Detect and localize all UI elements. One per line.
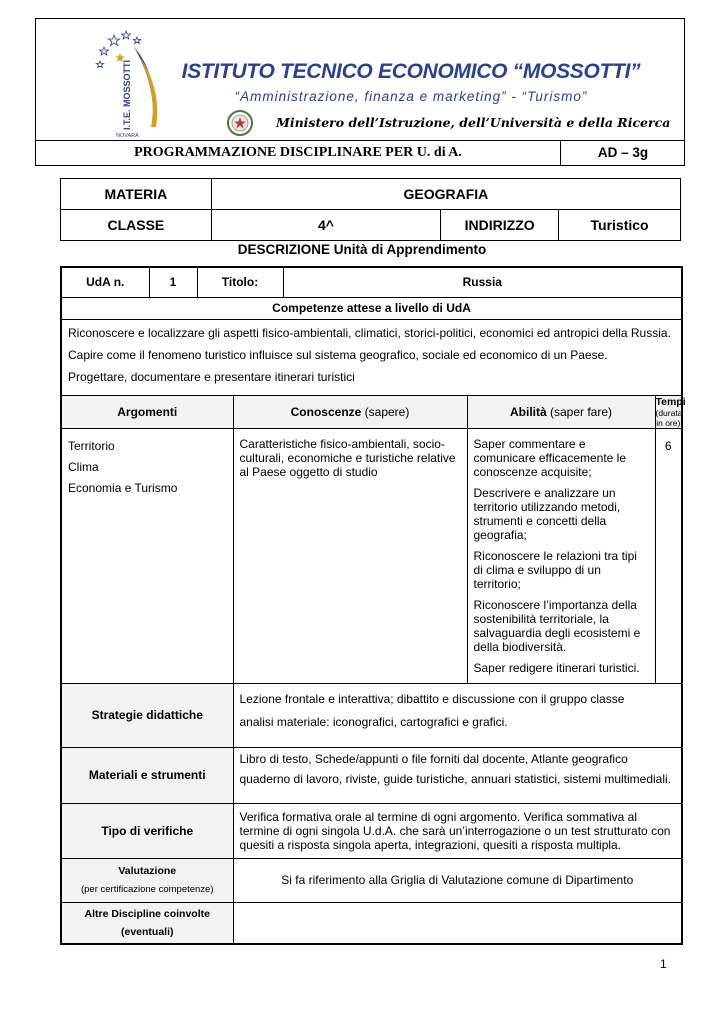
materiali-item: Libro di testo, Schede/appunti o file forniti dal docente, Atlante geografico [239,751,628,766]
classe-label: CLASSE [61,210,212,241]
table-row [61,319,682,395]
argomento-item: Clima [68,459,99,474]
materiali-label: Materiali e strumenti [61,747,233,803]
altre-cell [233,902,682,944]
conoscenze-header-bold: Conoscenze [290,404,362,419]
document-code: AD – 3g [597,145,649,160]
abilita-item: Saper commentare e comunicare efficacemente le conoscenze acquisite; [473,436,627,479]
abilita-item: Riconoscere le relazioni tra tipi di clima e sviluppo di un territorio; [473,548,637,591]
school-name: ISTITUTO TECNICO ECONOMICO “MOSSOTTI” [181,60,641,83]
valutazione-label: Valutazione [118,865,177,877]
table-row [61,267,682,297]
table-row [61,683,682,747]
uda-label: UdA n. [61,267,149,297]
strategie-cell [233,683,682,747]
conoscenze-header [233,395,467,428]
classe-value: 4^ [211,210,440,241]
valutazione-label-cell [61,858,233,902]
strategie-item: Lezione frontale e interattiva; dibattito e discussione con il gruppo classe [239,691,625,706]
italian-emblem-icon [224,109,256,137]
competence-item: Riconoscere e localizzare gli aspetti fisico-ambientali, climatici, storici-politici, economici ed antropici della Russia. [68,325,671,340]
school-subtitle: “Amministrazione, finanza e marketing” - “Turismo” [234,89,588,104]
uda-table [60,266,686,945]
abilita-header-bold: Abilità [509,404,547,419]
tempi-header-sub: (durata in ore) [655,407,683,428]
table-row [61,858,682,902]
competences-cell [61,319,682,395]
argomenti-header: Argomenti [61,395,233,428]
table-row [61,803,682,858]
indirizzo-label: INDIRIZZO [441,210,559,241]
tempi-header-label: Tempi [655,395,686,408]
table-row [61,395,682,428]
conoscenze-text: Caratteristiche fisico-ambientali, socio-culturali, economiche e turistiche relative al Paese oggetto di studio [239,436,456,479]
page-number: 1 [660,957,667,971]
subject-info-table [60,178,681,241]
title-value: Russia [283,267,682,297]
abilita-item: Descrivere e analizzare un territorio utilizzando metodi, strumenti e concetti della geografia; [473,485,621,542]
logo-city: NOVARA [116,133,139,137]
verifiche-text: Verifica formativa orale al termine di ogni argomento. Verifica sommativa al termine di ogni singola U.d.A. che sarà un’interrogazione o un test strutturato con quesiti a risposta singola aperta, integrazioni, quesiti a risposta multipla. [239,809,671,852]
competence-item: Progettare, documentare e presentare itinerari turistici [68,369,355,384]
altre-label-cell [61,902,233,944]
argomenti-cell [61,428,233,683]
table-row [61,428,682,683]
materia-value: GEOGRAFIA [211,179,680,210]
altre-label: Altre Discipline coinvolte [84,907,210,920]
abilita-header [467,395,655,428]
table-row [61,210,681,241]
abilita-item: Saper redigere itinerari turistici. [473,660,640,675]
altre-sub: (eventuali) [120,925,174,938]
valutazione-cell: Si fa riferimento alla Griglia di Valutazione comune di Dipartimento [233,858,682,902]
tempi-cell: 6 [655,428,682,683]
program-title: PROGRAMMAZIONE DISCIPLINARE PER U. di A. [134,145,462,160]
indirizzo-value: Turistico [559,210,681,241]
materiali-cell [233,747,682,803]
tempi-header [655,395,686,428]
competences-header: Competenze attese a livello di UdA [61,297,682,319]
document-header [35,18,685,166]
table-row [61,747,682,803]
description-heading: DESCRIZIONE Unità di Apprendimento [237,242,487,257]
materia-label: MATERIA [61,179,212,210]
ministry-name: Ministero dell’Istruzione, dell’Università e della Ricerca [276,115,671,130]
argomento-item: Territorio [68,438,115,453]
school-logo [94,27,184,137]
argomento-item: Economia e Turismo [68,480,178,495]
title-label: Titolo: [197,267,283,297]
abilita-cell [467,428,655,683]
abilita-header-rest: (saper fare) [546,404,613,419]
table-row [61,297,682,319]
table-row [61,902,682,944]
strategie-label: Strategie didattiche [61,683,233,747]
conoscenze-cell [233,428,467,683]
materiali-item: quaderno di lavoro, riviste, guide turistiche, annuari statistici, sistemi multimediali. [239,771,672,786]
verifiche-cell [233,803,682,858]
table-row [61,179,681,210]
uda-number: 1 [149,267,197,297]
verifiche-label: Tipo di verifiche [61,803,233,858]
logo-text: I.T.E. MOSSOTTI [122,59,132,130]
strategie-item: analisi materiale: iconografici, cartografici e grafici. [239,714,508,729]
conoscenze-header-rest: (sapere) [361,404,410,419]
abilita-item: Riconoscere l’importanza della sostenibilità territoriale, la salvaguardia degli ecosistemi e della biodiversità. [473,597,641,654]
valutazione-sub: (per certificazione competenze) [80,884,214,895]
competence-item: Capire come il fenomeno turistico influisce sul sistema geografico, sociale ed economico di un Paese. [68,347,608,362]
